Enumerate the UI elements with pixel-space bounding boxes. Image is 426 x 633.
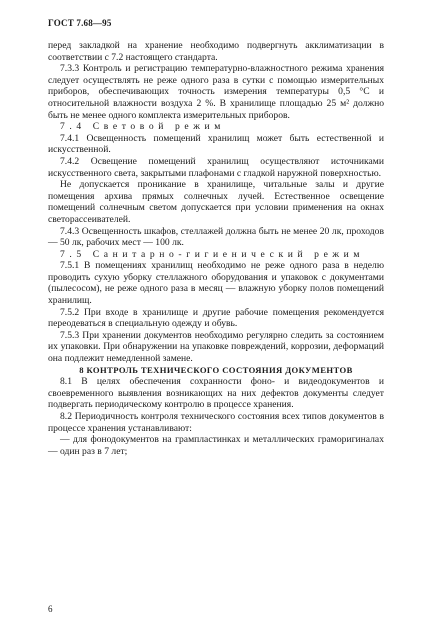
- paragraph: 8.2 Периодичность контроля технического состояния всех типов документов в процессе хранения устанавливают:: [48, 411, 384, 434]
- paragraph: 7.5.3 При хранении документов необходимо регулярно следить за состоянием их упаковки. При обнаружении на упаковке повреждений, коррозии, деформаций она подлежит немедленной замене.: [48, 329, 384, 365]
- document-header: ГОСТ 7.68—95: [48, 18, 112, 28]
- paragraph: 7.5.1 В помещениях хранилищ необходимо не реже одного раза в неделю проводить сухую уборку стеллажного оборудования и упаковок с документами (пылесосом), не реже одного раза в месяц — влажную уборку полов помещений хранилищ.: [48, 260, 384, 307]
- paragraph: 7.5.2 При входе в хранилище и другие рабочие помещения рекомендуется переодеваться в специальную одежду и обувь.: [48, 306, 384, 330]
- section-heading: 7.5 Санитарно-гигиенический режим: [60, 248, 365, 260]
- paragraph: 7.4.1 Освещенность помещений хранилищ может быть естественной и искусственной.: [48, 132, 384, 156]
- paragraph: 7.4.3 Освещенность шкафов, стеллажей должна быть не менее 20 лк, проходов — 50 лк, рабочих мест — 100 лк.: [48, 225, 384, 249]
- document-body: [48, 40, 384, 457]
- chapter-heading: 8 КОНТРОЛЬ ТЕХНИЧЕСКОГО СОСТОЯНИЯ ДОКУМЕНТОВ: [79, 364, 353, 375]
- paragraph: 8.1 В целях обеспечения сохранности фоно- и видеодокументов и своевременного выявления возникающих на них дефектов документы следует подвергать периодическому контролю в процессе хранения.: [48, 376, 384, 411]
- paragraph: перед закладкой на хранение необходимо подвергнуть акклиматизации в соответствии с 7.2 настоящего стандарта.: [48, 40, 384, 63]
- page-number: 6: [48, 604, 53, 614]
- paragraph: 7.4.2 Освещение помещений хранилищ осуществляют источниками искусственного света, закрытыми плафонами с гладкой наружной поверхностью.: [48, 155, 384, 179]
- paragraph: — для фонодокументов на грампластинках и металлических граморигиналах — один раз в 7 лет;: [48, 434, 384, 457]
- paragraph: 7.3.3 Контроль и регистрацию температурно-влажностного режима хранения следует осуществлять не реже одного раза в сутки с помощью измерительных приборов, обеспечивающих точность измерения температуры 0,5 °С и относительной влажности воздуха 2 %. В хранилище площадью 25 м² должно быть не менее одного комплекта измерительных приборов.: [48, 63, 384, 121]
- paragraph: Не допускается проникание в хранилище, читальные залы и другие помещения архива прямых солнечных лучей. Естественное освещение помещений солнечным светом допускается при условии применения на окнах светорассеивателей.: [48, 179, 384, 225]
- section-heading: 7.4 Световой режим: [60, 121, 225, 133]
